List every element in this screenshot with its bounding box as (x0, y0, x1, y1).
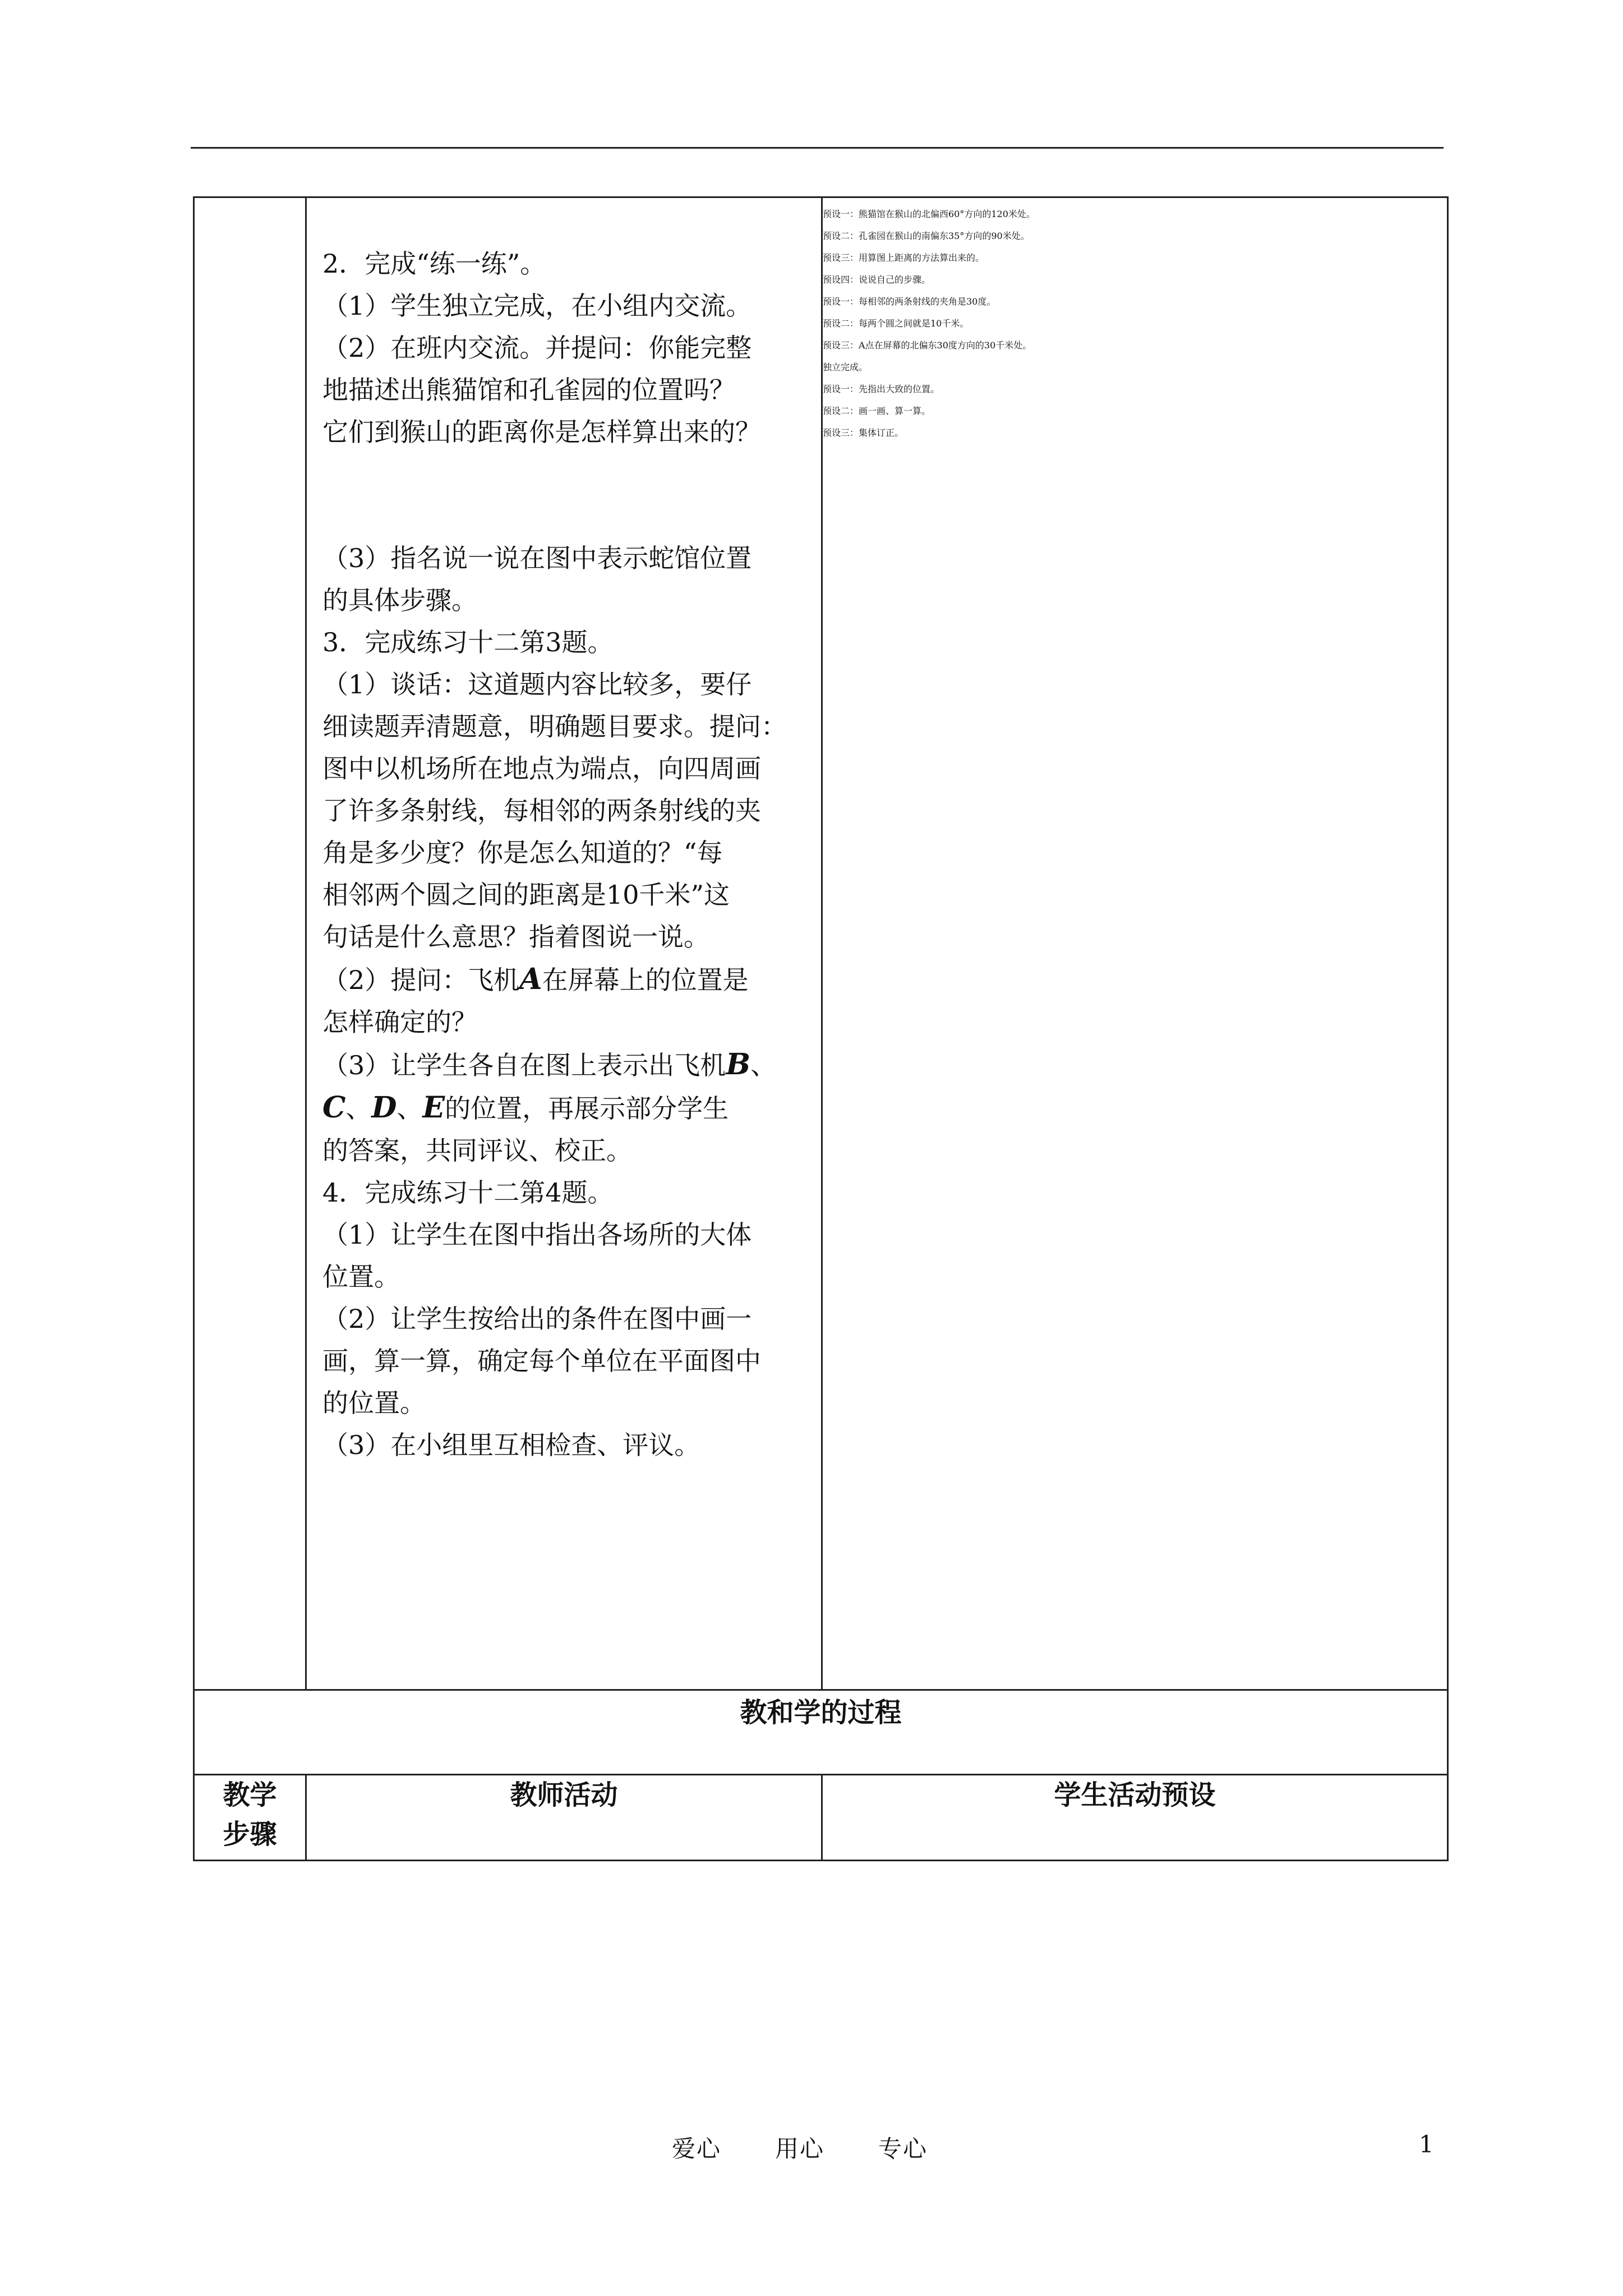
plane-b-var: B (726, 1047, 751, 1082)
teacher-line: 怎样确定的？ (322, 1007, 477, 1037)
student-heading: 学生活动预设 (822, 1775, 1448, 1861)
plane-c-var: C (322, 1091, 346, 1125)
footer-word: 用心 (775, 2135, 825, 2162)
column-heading-row (194, 1775, 1448, 1861)
teacher-text: （2）提问：飞机 (322, 965, 520, 995)
teacher-line (322, 495, 808, 537)
teacher-activity-cell (306, 197, 822, 1690)
teacher-line: （3）指名说一说在图中表示蛇馆位置 (322, 543, 752, 573)
teacher-line: （2）让学生按给出的条件在图中画一 (322, 1304, 752, 1334)
student-preset: 预设一：先指出大致的位置。 (823, 384, 940, 394)
teacher-text: 的位置，再展示部分学生 (445, 1093, 729, 1124)
page-number: 1 (1419, 2131, 1434, 2158)
step-cell (194, 197, 306, 1690)
teacher-line (322, 453, 808, 495)
teacher-text: （3）让学生各自在图上表示出飞机 (322, 1050, 726, 1080)
separator: 、 (396, 1093, 423, 1124)
student-preset: 预设三：用算图上距离的方法算出来的。 (823, 252, 985, 263)
teacher-line: 图中以机场所在地点为端点，向四周画 (322, 753, 761, 784)
teacher-line: 它们到猴山的距离你是怎样算出来的？ (322, 417, 761, 447)
student-preset: 预设四：说说自己的步骤。 (823, 274, 931, 285)
teacher-line (322, 1043, 808, 1087)
step-heading-line: 教学 (223, 1779, 277, 1811)
process-title: 教和学的过程 (194, 1690, 1448, 1775)
student-preset: 预设二：画一画、算一算。 (823, 406, 931, 416)
teacher-line: （1）谈话：这道题内容比较多，要仔 (322, 669, 752, 700)
separator: 、 (750, 1050, 777, 1080)
teacher-line: 细读题弄清题意，明确题目要求。提问： (322, 711, 787, 742)
teacher-line: 角是多少度？你是怎么知道的？“每 (322, 838, 723, 868)
teacher-line: 了许多条射线，每相邻的两条射线的夹 (322, 795, 761, 826)
teacher-line: （1）学生独立完成，在小组内交流。 (322, 291, 752, 321)
lesson-table (193, 196, 1449, 1861)
teacher-line (322, 958, 808, 1001)
plane-a-var: A (519, 962, 542, 996)
teacher-line: 的具体步骤。 (322, 585, 477, 615)
teacher-line: 句话是什么意思？指着图说一说。 (322, 922, 709, 952)
step-heading-line: 步骤 (223, 1819, 277, 1850)
teacher-line: 画，算一算，确定每个单位在平面图中 (322, 1346, 761, 1376)
teacher-line: 的答案，共同评议、校正。 (322, 1135, 632, 1166)
plane-d-var: D (371, 1091, 397, 1125)
student-preset: 预设二：孔雀园在猴山的南偏东35°方向的90米处。 (823, 231, 1030, 241)
teacher-line: 的位置。 (322, 1388, 426, 1418)
teacher-line: （3）在小组里互相检查、评议。 (322, 1430, 700, 1460)
teacher-line: 相邻两个圆之间的距离是10千米”这 (322, 880, 730, 910)
teacher-line (322, 1087, 808, 1130)
student-activity-cell (822, 197, 1448, 1690)
teacher-line: 2．完成“练一练”。 (322, 249, 546, 279)
footer-motto (672, 2131, 928, 2164)
plane-e-var: E (422, 1091, 445, 1125)
footer-word: 爱心 (672, 2135, 722, 2162)
student-preset: 独立完成。 (823, 362, 868, 372)
student-preset: 预设三：集体订正。 (823, 427, 904, 438)
process-row (194, 1690, 1448, 1775)
header-rule (191, 147, 1444, 149)
step-heading (194, 1775, 306, 1861)
teacher-line: 地描述出熊猫馆和孔雀园的位置吗？ (322, 375, 735, 405)
teacher-line: 4．完成练习十二第4题。 (322, 1177, 614, 1208)
teacher-line: 位置。 (322, 1262, 400, 1292)
teacher-heading: 教师活动 (306, 1775, 822, 1861)
footer-word: 专心 (878, 2135, 928, 2162)
teacher-line: （2）在班内交流。并提问：你能完整 (322, 333, 752, 363)
separator: 、 (345, 1093, 372, 1124)
student-preset: 预设一：熊猫馆在猴山的北偏西60°方向的120米处。 (823, 209, 1035, 219)
activity-row (194, 197, 1448, 1690)
student-preset: 预设一：每相邻的两条射线的夹角是30度。 (823, 296, 996, 307)
student-preset: 预设三：A点在屏幕的北偏东30度方向的30千米处。 (823, 340, 1032, 351)
teacher-line: 3．完成练习十二第3题。 (322, 627, 614, 657)
teacher-line: （1）让学生在图中指出各场所的大体 (322, 1220, 752, 1250)
teacher-text: 在屏幕上的位置是 (542, 965, 749, 995)
student-preset: 预设二：每两个圆之间就是10千米。 (823, 318, 969, 329)
